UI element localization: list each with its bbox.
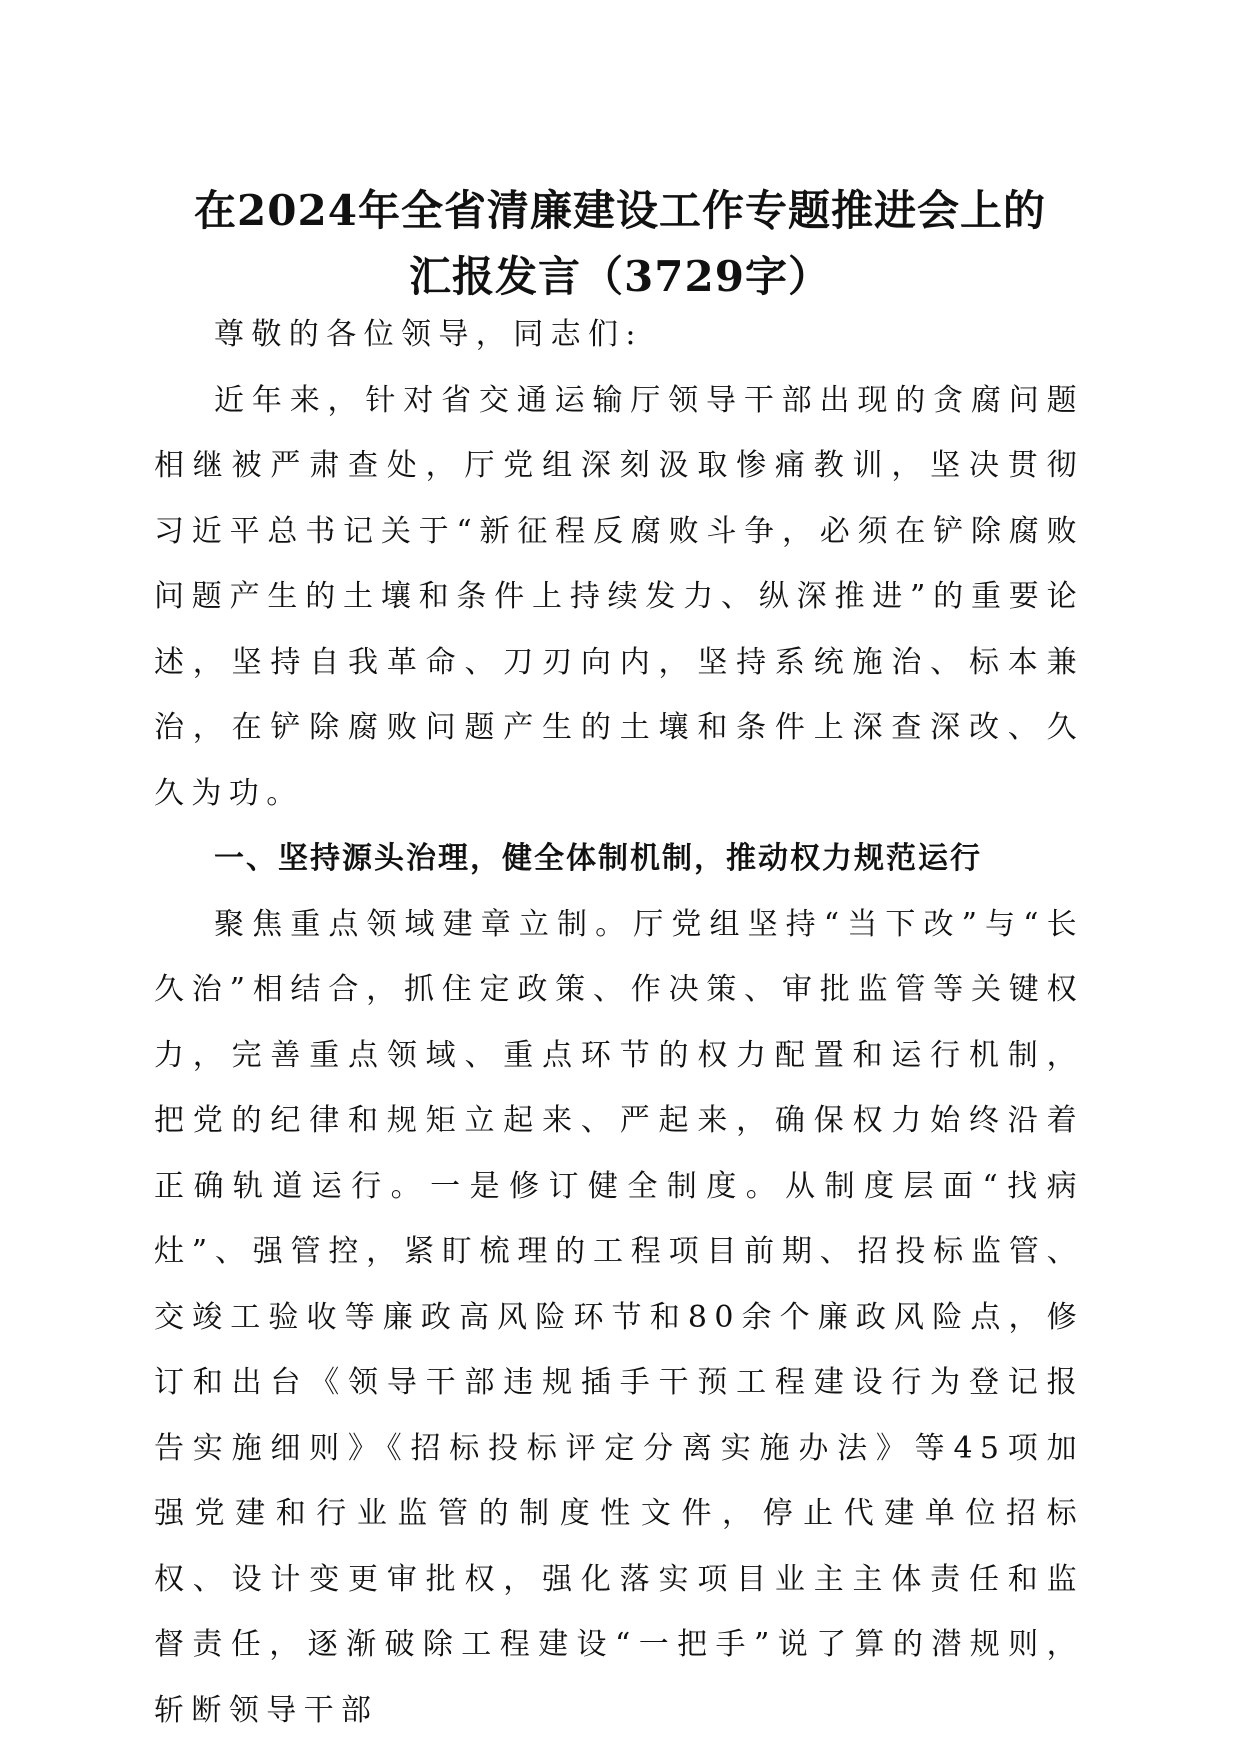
salutation: 尊敬的各位领导，同志们: — [214, 317, 643, 352]
title-line-2: 汇报发言（3729字） — [409, 252, 831, 301]
document-body — [154, 302, 1084, 1743]
section-heading-1: 一、坚持源头治理，健全体制机制，推动权力规范运行 — [214, 841, 982, 876]
section-1-paragraph: 聚焦重点领域建章立制。厅党组坚持“当下改”与“长久治”相结合，抓住定政策、作决策、审批监管等关键权力，完善重点领域、重点环节的权力配置和运行机制，把党的纪律和规矩立起来、严起来，确保权力始终沿着正确轨道运行。一是修订健全制度。从制度层面“找病灶”、强管控，紧盯梳理的工程项目前期、招投标监管、交竣工验收等廉政高风险环节和80余个廉政风险点，修订和出台《领导干部违规插手干预工程建设行为登记报告实施细则》《招标投标评定分离实施办法》等45项加强党建和行业监管的制度性文件，停止代建单位招标权、设计变更审批权，强化落实项目业主主体责任和监督责任，逐渐破除工程建设“一把手”说了算的潜规则，斩断领导干部 — [154, 906, 1084, 1728]
page-title — [140, 178, 1100, 310]
intro-paragraph: 近年来，针对省交通运输厅领导干部出现的贪腐问题相继被严肃查处，厅党组深刻汲取惨痛教训，坚决贯彻习近平总书记关于“新征程反腐败斗争，必须在铲除腐败问题产生的土壤和条件上持续发力、纵深推进”的重要论述，坚持自我革命、刀刃向内，坚持系统施治、标本兼治，在铲除腐败问题产生的土壤和条件上深查深改、久久为功。 — [154, 382, 1084, 811]
title-line-1: 在2024年全省清廉建设工作专题推进会上的 — [194, 186, 1046, 235]
